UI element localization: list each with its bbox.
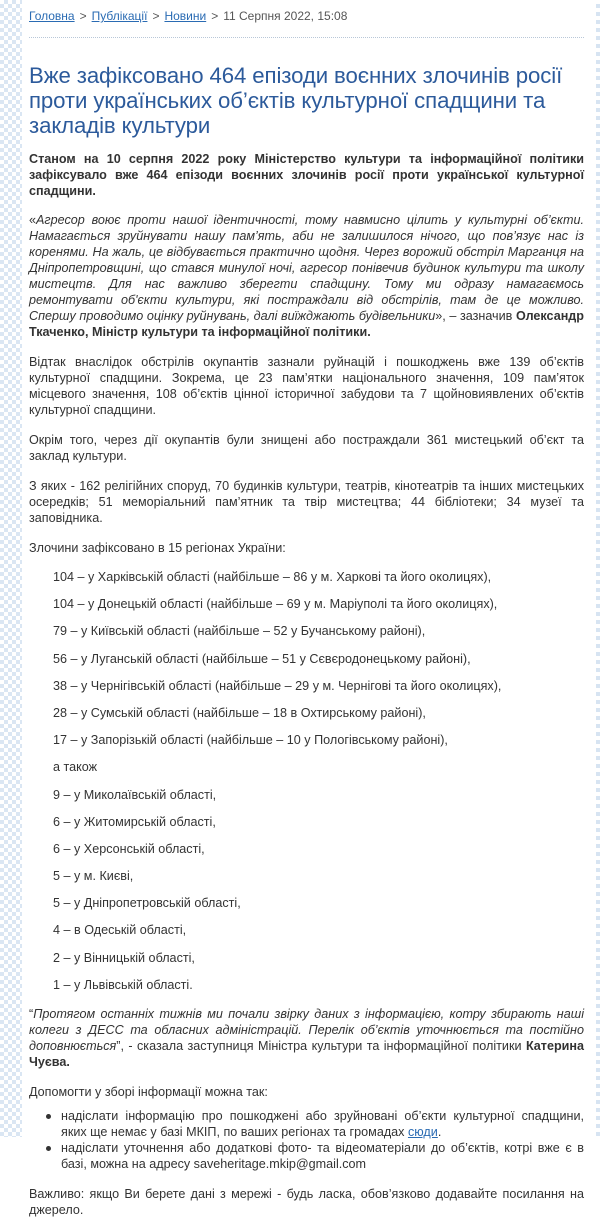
quote-open-mark: «	[29, 213, 37, 227]
region-item-also: а також	[53, 760, 98, 775]
submit-info-link[interactable]: сюди	[407, 1125, 438, 1139]
breadcrumb-separator: >	[152, 9, 160, 23]
region-item: 104 – у Харківській області (найбільше – 86 у м. Харкові та його околицях),	[53, 570, 492, 584]
breadcrumb-separator: >	[211, 9, 219, 23]
help-item-1-text: надіслати інформацію про пошкоджені або зруйновані об’єкти культурної спадщини, яких ще немає у базі МКІП, по ваших регіонах та громадах	[61, 1109, 584, 1139]
deputy-quote-author: Катерина Чуєва.	[29, 1039, 584, 1069]
region-item: 5 – у Дніпропетровській області,	[53, 896, 241, 911]
help-intro: Допомогти у зборі інформації можна так:	[29, 1085, 268, 1099]
minister-quote	[29, 212, 584, 340]
paragraph-art-objects: Окрім того, через дії окупантів були знищені або постраждали 361 мистецький об’єкт та заклад культури.	[29, 433, 584, 463]
breadcrumb-date: 11 Серпня 2022, 15:08	[223, 9, 348, 23]
minister-quote-tail: », – зазначив	[435, 309, 516, 323]
right-decorative-pattern	[596, 0, 600, 1137]
region-item: 4 – в Одеській області,	[53, 923, 187, 938]
region-item: 6 – у Житомирській області,	[53, 814, 216, 829]
deputy-quote-tail: ”, - сказала заступниця Міністра культури та інформаційної політики	[116, 1039, 526, 1053]
region-item: 1 – у Львівській області.	[53, 977, 193, 992]
region-item: 38 – у Чернігівській області (найбільше – 29 у м. Чернігові та його околицях),	[53, 678, 502, 693]
source-note: Важливо: якщо Ви берете дані з мережі - будь ласка, обов’язково додавайте посилання на джерело.	[29, 1187, 584, 1217]
region-item: 6 – у Херсонській області,	[53, 841, 205, 856]
breadcrumb-divider	[29, 37, 584, 38]
article-lead: Станом на 10 серпня 2022 року Міністерство культури та інформаційної політики зафіксувало вже 464 епізоди воєнних злочинів росії проти української культурної спадщини.	[29, 152, 584, 198]
paragraph-breakdown: З яких - 162 релігійних споруд, 70 будинків культури, театрів, кінотеатрів та інших мистецьких осередків; 51 меморіальний пам’ятник та твір мистецтва; 44 бібліотеки; 34 музеї та заповідника.	[29, 479, 584, 525]
breadcrumb-news-link[interactable]: Новини	[164, 9, 207, 23]
help-item-1-end: .	[437, 1125, 442, 1139]
region-item: 2 – у Вінницькій області,	[53, 950, 195, 965]
breadcrumb-home-link[interactable]: Головна	[29, 9, 75, 23]
paragraph-heritage-damage: Відтак внаслідок обстрілів окупантів зазнали руйнацій і пошкоджень вже 139 об’єктів культурної спадщини. Зокрема, це 23 пам’ятки національного значення, 109 пам’яток місцевого значення, 108 об’єктів цінної історичної забудови та 7 щойновиявлених об’єктів культурної спадщини.	[29, 355, 584, 417]
regions-list	[29, 569, 584, 1004]
deputy-quote-text: Протягом останніх тижнів ми почали звірку даних з інформацією, котру збирають наші колеги з ДЕСС та обласних адміністрацій. Перелік об’єктів уточнюється та постійно доповнюється	[29, 1007, 584, 1053]
bullet-dot	[46, 1114, 51, 1119]
article-container	[29, 0, 584, 1218]
help-list-item	[61, 1140, 584, 1172]
article-title: Вже зафіксовано 464 епізоди воєнних злочинів росії проти українських об’єктів культурної спадщини та закладів культури	[29, 63, 563, 138]
region-item: 17 – у Запорізькій області (найбільше – 10 у Пологівському районі),	[53, 733, 448, 748]
quote-open-mark: “	[29, 1007, 34, 1021]
minister-quote-author: Олександр Ткаченко, Міністр культури та інформаційної політики.	[29, 309, 584, 339]
help-list-item	[61, 1108, 584, 1140]
paragraph-regions-intro: Злочини зафіксовано в 15 регіонах України:	[29, 541, 286, 555]
side-decorative-pattern	[0, 0, 22, 1137]
bullet-dot	[46, 1146, 51, 1151]
deputy-quote	[29, 1006, 584, 1070]
region-item: 28 – у Сумській області (найбільше – 18 в Охтирському районі),	[53, 705, 426, 720]
region-item: 56 – у Луганській області (найбільше – 51 у Сєвєродонецькому районі),	[53, 651, 471, 666]
breadcrumb-publications-link[interactable]: Публікації	[91, 9, 148, 23]
help-item-2-text: надіслати уточнення або додаткові фото- та відеоматеріали до об’єктів, котрі вже є в базі, можна на адресу saveheritage.mkip@gmail.com	[61, 1141, 584, 1171]
region-item: 9 – у Миколаївській області,	[53, 787, 217, 802]
minister-quote-text: Агресор воює проти нашої ідентичності, тому навмисно цілить у культурні об’єкти. Намагається зруйнувати нашу пам’ять, аби не залишилося нічого, що пов’язує нас із коренями. На жаль, це відбувається практично щодня. Через ворожий обстріл Марганця на Дніпропетровщині, що стався минулої ночі, агресор понівечив будинок культури та школу мистецтв. Для нас важливо зберегти спадщину. Тому ми одразу намагаємось ремонтувати об'єкти культури, які постраждали від обстрілів, там де це можливо. Спершу проводимо оцінку руйнувань, далі виїжджають будівельники	[29, 213, 584, 323]
breadcrumb	[29, 9, 584, 25]
help-list	[29, 1108, 584, 1172]
breadcrumb-separator: >	[79, 9, 87, 23]
region-item: 79 – у Київській області (найбільше – 52 у Бучанському районі),	[53, 624, 426, 639]
region-item: 104 – у Донецькій області (найбільше – 69 у м. Маріуполі та його околицях),	[53, 597, 498, 612]
region-item: 5 – у м. Києві,	[53, 869, 134, 884]
